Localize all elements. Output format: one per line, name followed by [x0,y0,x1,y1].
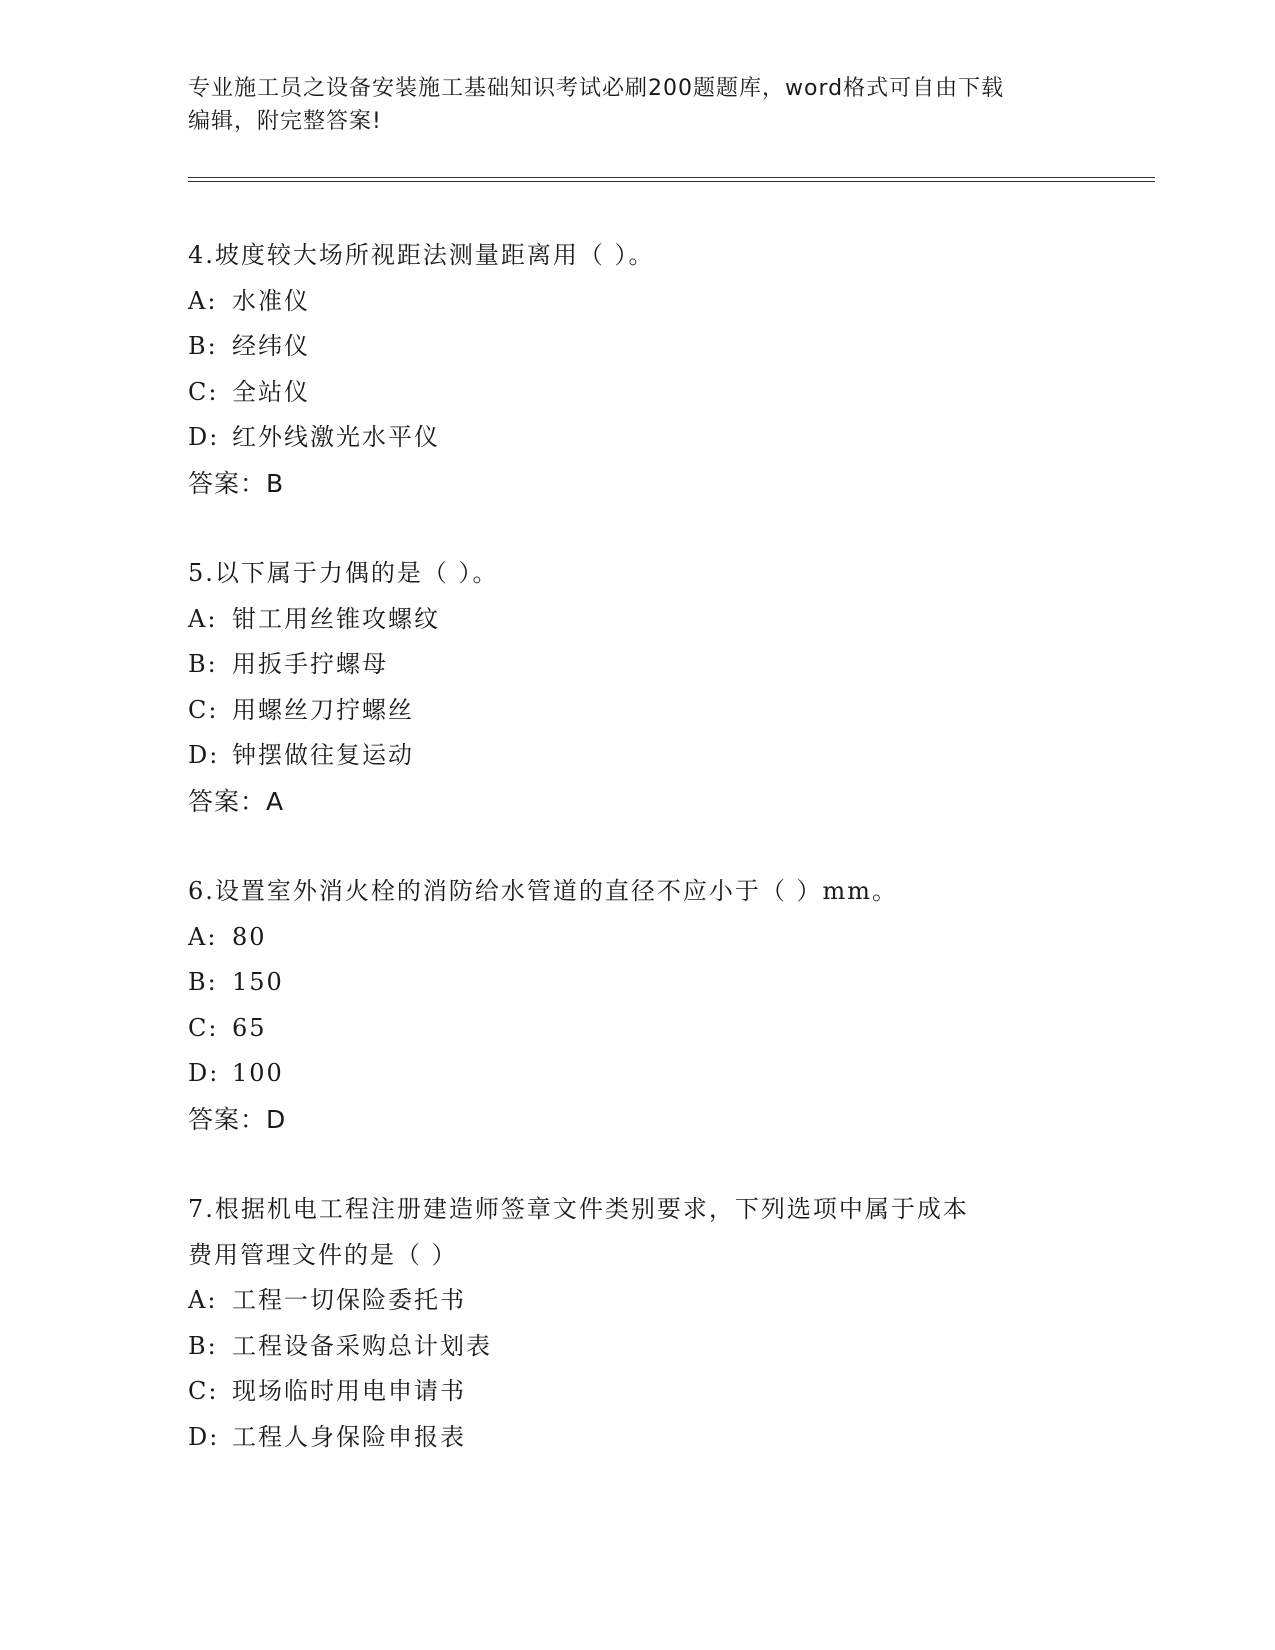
answer-line: 答案：A [188,786,285,816]
option-b [188,324,1088,370]
option-text: 65 [232,1013,267,1042]
option-text: 钟摆做往复运动 [232,741,414,769]
option-letter: B: [188,1331,218,1360]
header-title-line-1: 专业施工员之设备安装施工基础知识考试必刷200题题库，word格式可自由下载 [188,76,1005,101]
option-d [188,1051,1088,1097]
option-a [188,915,1088,961]
option-text: 100 [232,1059,284,1087]
option-letter: B: [188,650,218,678]
option-c [188,688,1088,734]
option-letter: A: [188,922,218,951]
option-letter: B: [188,332,218,360]
option-a [188,597,1088,643]
option-a [188,1278,1088,1324]
option-d [188,415,1088,461]
option-letter: A: [188,286,218,315]
question-stem: 6.设置室外消火栓的消防给水管道的直径不应小于（ ）mm。 [188,877,899,905]
option-letter: C: [188,1013,219,1042]
option-b [188,960,1088,1006]
option-d [188,733,1088,779]
option-letter: A: [188,1286,218,1314]
option-c [188,1006,1088,1052]
option-text: 80 [232,922,267,951]
option-d [188,1415,1088,1461]
header-divider-bottom [188,181,1155,182]
option-text: 钳工用丝锥攻螺纹 [232,604,440,633]
answer-line: 答案：B [188,468,285,498]
option-text: 全站仪 [232,377,310,406]
option-text: 工程设备采购总计划表 [232,1331,492,1360]
question-5 [188,551,1088,824]
option-letter: D: [188,1059,220,1087]
option-letter: C: [188,695,219,724]
header-title-line-2: 编辑，附完整答案! [188,109,382,134]
option-text: 用扳手拧螺母 [232,650,388,678]
option-text: 经纬仪 [232,332,310,360]
option-letter: D: [188,1422,220,1451]
option-text: 现场临时用电申请书 [232,1377,466,1405]
option-text: 水准仪 [232,286,310,315]
option-letter: D: [188,741,220,769]
question-stem-line-2: 费用管理文件的是（ ） [188,1240,458,1269]
question-stem: 4.坡度较大场所视距法测量距离用（ ）。 [188,241,655,269]
question-7 [188,1187,1088,1460]
question-4 [188,233,1088,506]
answer-line: 答案：D [188,1104,287,1134]
option-c [188,1369,1088,1415]
option-text: 工程一切保险委托书 [232,1286,466,1314]
option-letter: C: [188,377,219,406]
option-c [188,370,1088,416]
option-letter: A: [188,604,218,633]
option-text: 150 [232,968,284,996]
question-6 [188,869,1088,1142]
question-stem-line-1: 7.根据机电工程注册建造师签章文件类别要求，下列选项中属于成本 [188,1195,969,1223]
option-letter: B: [188,968,218,996]
option-letter: C: [188,1377,219,1405]
option-text: 红外线激光水平仪 [232,423,440,451]
option-text: 用螺丝刀拧螺丝 [232,695,414,724]
option-b [188,1324,1088,1370]
option-b [188,642,1088,688]
option-text: 工程人身保险申报表 [232,1422,466,1451]
document-header [188,72,1068,138]
header-divider-top [188,177,1155,178]
option-a [188,279,1088,325]
question-stem: 5.以下属于力偶的是（ ）。 [188,559,499,587]
option-letter: D: [188,423,220,451]
